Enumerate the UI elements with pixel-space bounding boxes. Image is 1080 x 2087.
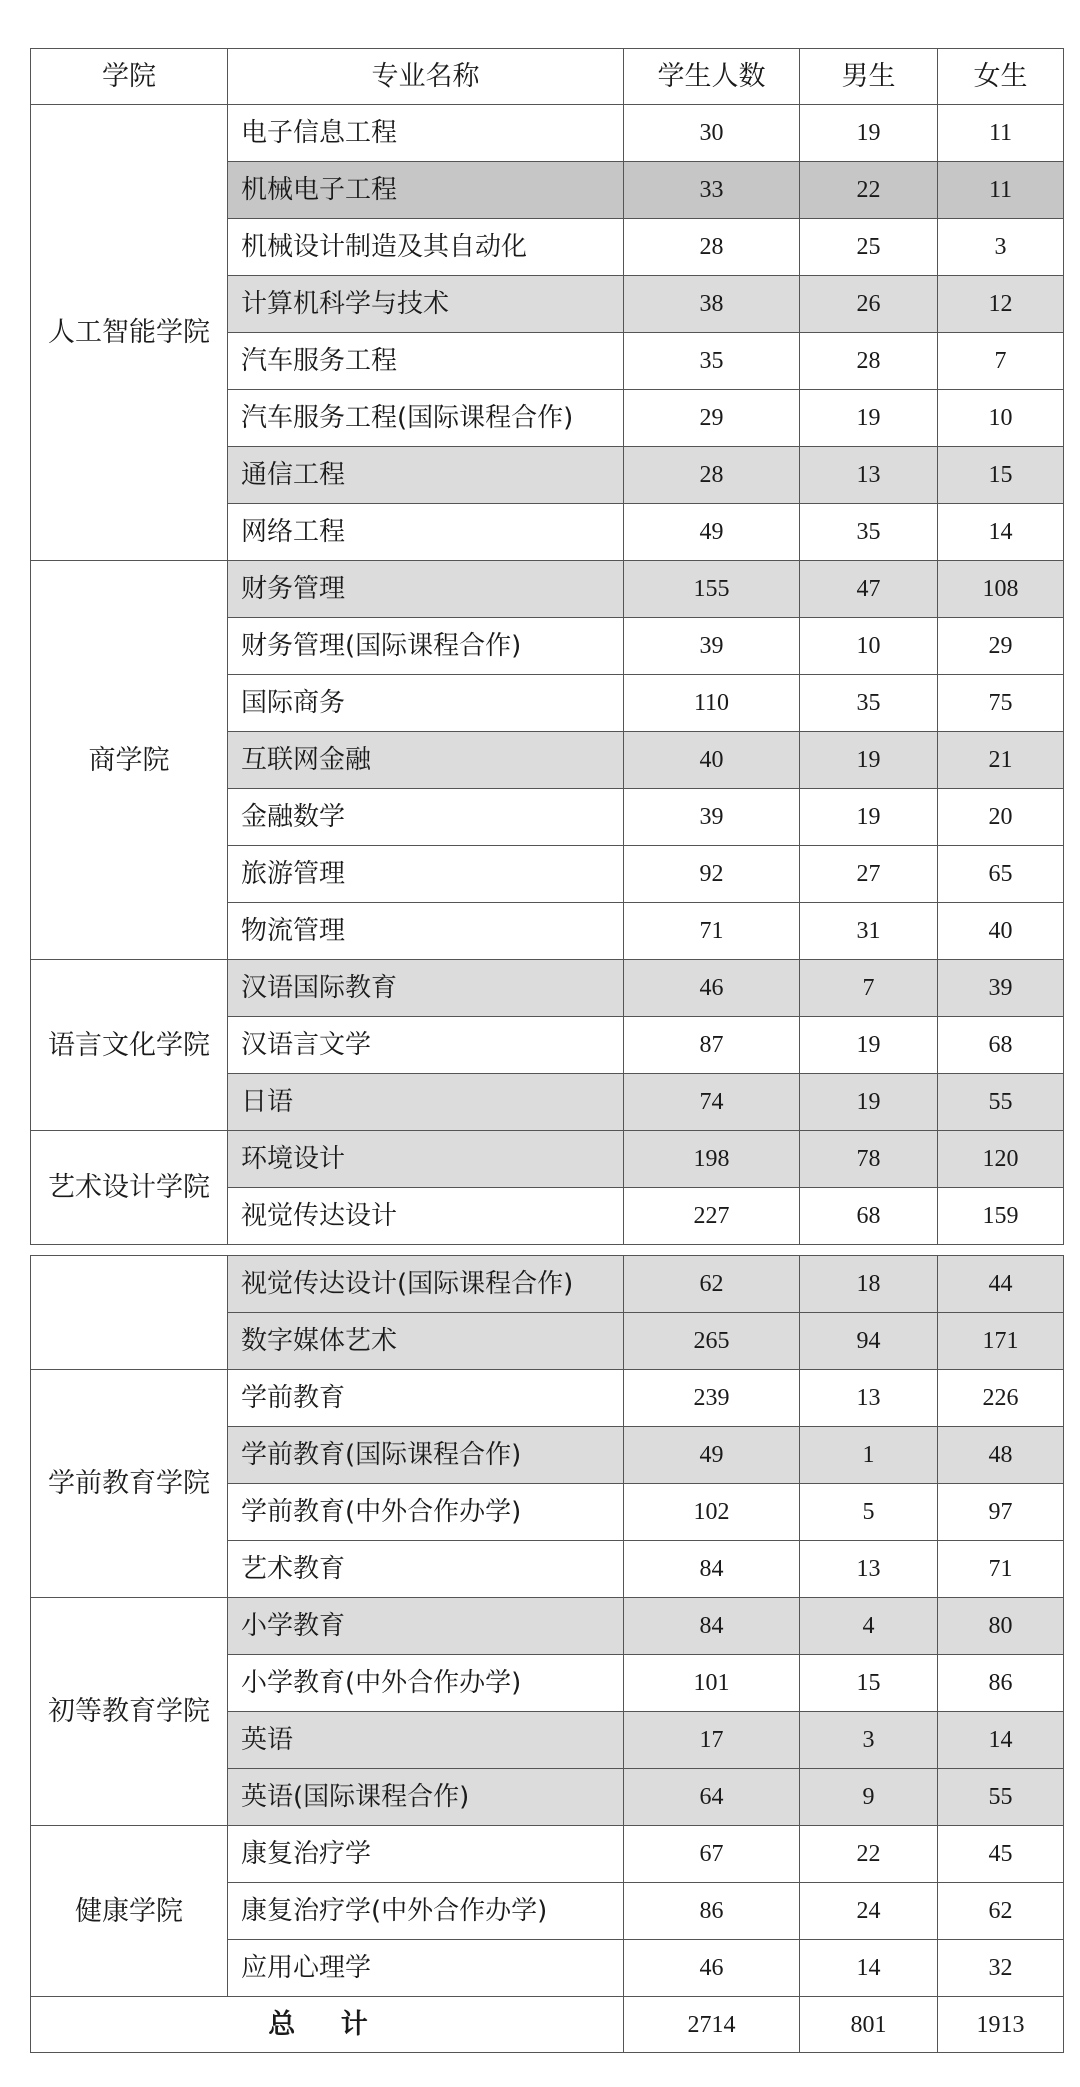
male-count: 68 [800,1188,938,1245]
male-count: 5 [800,1484,938,1541]
male-count: 19 [800,789,938,846]
major-name: 互联网金融 [228,732,624,789]
major-name: 康复治疗学 [228,1826,624,1883]
enrollment-table-part2 [30,1255,1064,2053]
female-count: 39 [938,960,1064,1017]
table-row [31,561,1064,618]
major-name: 数字媒体艺术 [228,1313,624,1370]
grand-total-students: 2714 [624,1997,800,2053]
male-count: 18 [800,1256,938,1313]
major-name: 英语(国际课程合作) [228,1769,624,1826]
female-count: 120 [938,1131,1064,1188]
male-count: 7 [800,960,938,1017]
male-count: 22 [800,1826,938,1883]
male-count: 19 [800,1017,938,1074]
header-major: 专业名称 [228,49,624,105]
male-count: 19 [800,105,938,162]
male-count: 13 [800,1541,938,1598]
student-count: 33 [624,162,800,219]
student-count: 155 [624,561,800,618]
major-name: 汉语言文学 [228,1017,624,1074]
female-count: 40 [938,903,1064,960]
female-count: 11 [938,105,1064,162]
college-name: 学前教育学院 [31,1370,228,1598]
student-count: 28 [624,219,800,276]
major-name: 机械电子工程 [228,162,624,219]
grand-total-female: 1913 [938,1997,1064,2053]
student-count: 46 [624,960,800,1017]
female-count: 159 [938,1188,1064,1245]
student-count: 84 [624,1598,800,1655]
male-count: 1 [800,1427,938,1484]
major-name: 财务管理 [228,561,624,618]
major-name: 计算机科学与技术 [228,276,624,333]
female-count: 29 [938,618,1064,675]
female-count: 108 [938,561,1064,618]
female-count: 97 [938,1484,1064,1541]
major-name: 通信工程 [228,447,624,504]
college-name: 健康学院 [31,1826,228,1997]
table-header-row [31,49,1064,105]
student-count: 102 [624,1484,800,1541]
major-name: 视觉传达设计 [228,1188,624,1245]
college-name: 初等教育学院 [31,1598,228,1826]
female-count: 226 [938,1370,1064,1427]
header-female: 女生 [938,49,1064,105]
female-count: 80 [938,1598,1064,1655]
female-count: 14 [938,504,1064,561]
student-count: 227 [624,1188,800,1245]
major-name: 网络工程 [228,504,624,561]
male-count: 28 [800,333,938,390]
major-name: 应用心理学 [228,1940,624,1997]
grand-total-male: 801 [800,1997,938,2053]
header-college: 学院 [31,49,228,105]
enrollment-table-part1 [30,48,1064,1245]
student-count: 29 [624,390,800,447]
male-count: 13 [800,447,938,504]
table-row [31,1598,1064,1655]
female-count: 7 [938,333,1064,390]
student-count: 84 [624,1541,800,1598]
female-count: 55 [938,1074,1064,1131]
major-name: 电子信息工程 [228,105,624,162]
student-count: 64 [624,1769,800,1826]
student-count: 110 [624,675,800,732]
student-count: 28 [624,447,800,504]
major-name: 康复治疗学(中外合作办学) [228,1883,624,1940]
male-count: 24 [800,1883,938,1940]
major-name: 学前教育 [228,1370,624,1427]
student-count: 39 [624,789,800,846]
college-name [31,1256,228,1370]
student-count: 46 [624,1940,800,1997]
male-count: 94 [800,1313,938,1370]
college-name: 商学院 [31,561,228,960]
major-name: 汉语国际教育 [228,960,624,1017]
student-count: 30 [624,105,800,162]
female-count: 68 [938,1017,1064,1074]
major-name: 金融数学 [228,789,624,846]
female-count: 65 [938,846,1064,903]
student-count: 86 [624,1883,800,1940]
male-count: 13 [800,1370,938,1427]
student-count: 239 [624,1370,800,1427]
female-count: 71 [938,1541,1064,1598]
male-count: 22 [800,162,938,219]
female-count: 21 [938,732,1064,789]
student-count: 71 [624,903,800,960]
major-name: 小学教育 [228,1598,624,1655]
major-name: 机械设计制造及其自动化 [228,219,624,276]
major-name: 小学教育(中外合作办学) [228,1655,624,1712]
student-count: 67 [624,1826,800,1883]
major-name: 视觉传达设计(国际课程合作) [228,1256,624,1313]
major-name: 日语 [228,1074,624,1131]
student-count: 101 [624,1655,800,1712]
male-count: 27 [800,846,938,903]
female-count: 75 [938,675,1064,732]
major-name: 英语 [228,1712,624,1769]
male-count: 19 [800,732,938,789]
major-name: 学前教育(国际课程合作) [228,1427,624,1484]
female-count: 11 [938,162,1064,219]
grand-total-label: 总 计 [31,1997,624,2053]
major-name: 艺术教育 [228,1541,624,1598]
major-name: 物流管理 [228,903,624,960]
female-count: 12 [938,276,1064,333]
major-name: 旅游管理 [228,846,624,903]
female-count: 171 [938,1313,1064,1370]
female-count: 15 [938,447,1064,504]
grand-total-row [31,1997,1064,2053]
male-count: 14 [800,1940,938,1997]
header-male: 男生 [800,49,938,105]
major-name: 环境设计 [228,1131,624,1188]
major-name: 汽车服务工程 [228,333,624,390]
female-count: 86 [938,1655,1064,1712]
male-count: 35 [800,675,938,732]
male-count: 26 [800,276,938,333]
student-count: 17 [624,1712,800,1769]
header-student-count: 学生人数 [624,49,800,105]
male-count: 47 [800,561,938,618]
student-count: 87 [624,1017,800,1074]
student-count: 49 [624,1427,800,1484]
female-count: 62 [938,1883,1064,1940]
male-count: 78 [800,1131,938,1188]
student-count: 74 [624,1074,800,1131]
male-count: 19 [800,390,938,447]
college-name: 人工智能学院 [31,105,228,561]
male-count: 4 [800,1598,938,1655]
major-name: 汽车服务工程(国际课程合作) [228,390,624,447]
female-count: 44 [938,1256,1064,1313]
male-count: 10 [800,618,938,675]
male-count: 9 [800,1769,938,1826]
male-count: 15 [800,1655,938,1712]
college-name: 艺术设计学院 [31,1131,228,1245]
student-count: 40 [624,732,800,789]
female-count: 20 [938,789,1064,846]
male-count: 19 [800,1074,938,1131]
student-count: 92 [624,846,800,903]
major-name: 学前教育(中外合作办学) [228,1484,624,1541]
student-count: 198 [624,1131,800,1188]
female-count: 32 [938,1940,1064,1997]
female-count: 14 [938,1712,1064,1769]
female-count: 55 [938,1769,1064,1826]
major-name: 国际商务 [228,675,624,732]
student-count: 39 [624,618,800,675]
student-count: 49 [624,504,800,561]
female-count: 10 [938,390,1064,447]
table-row [31,960,1064,1017]
student-count: 38 [624,276,800,333]
table-row [31,1256,1064,1313]
major-name: 财务管理(国际课程合作) [228,618,624,675]
table-row [31,1826,1064,1883]
student-count: 62 [624,1256,800,1313]
female-count: 45 [938,1826,1064,1883]
student-count: 265 [624,1313,800,1370]
male-count: 3 [800,1712,938,1769]
college-name: 语言文化学院 [31,960,228,1131]
male-count: 25 [800,219,938,276]
table-row [31,1131,1064,1188]
male-count: 35 [800,504,938,561]
table-row [31,105,1064,162]
student-count: 35 [624,333,800,390]
female-count: 3 [938,219,1064,276]
table-row [31,1370,1064,1427]
female-count: 48 [938,1427,1064,1484]
male-count: 31 [800,903,938,960]
